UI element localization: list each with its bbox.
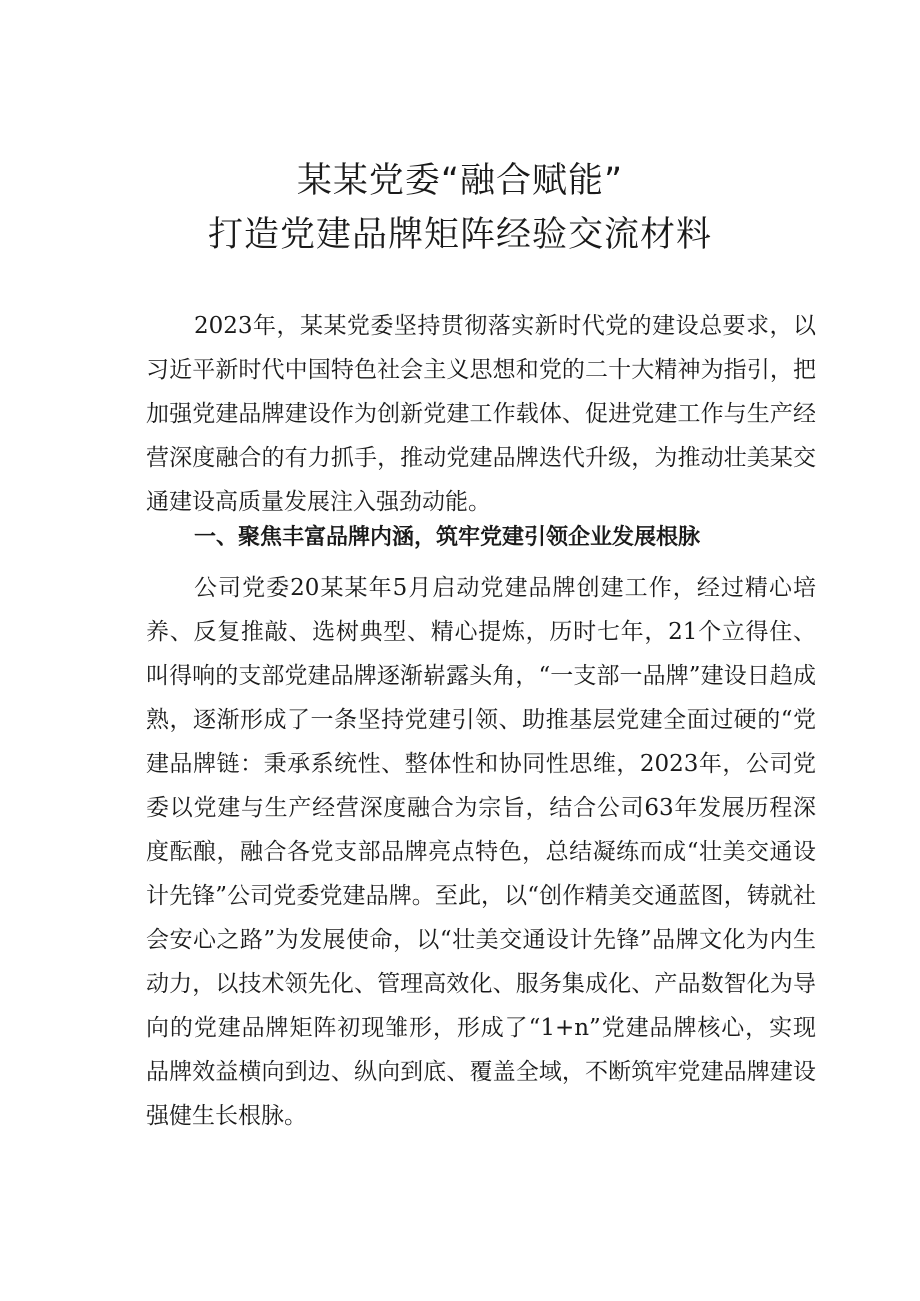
document-title-line-1: 某某党委“融合赋能” xyxy=(296,161,624,201)
document-title-line-2: 打造党建品牌矩阵经验交流材料 xyxy=(207,215,712,255)
section-1-heading: 一、聚焦丰富品牌内涵，筑牢党建引领企业发展根脉 xyxy=(194,525,701,550)
section-1-paragraph: 公司党委20某某年5月启动党建品牌创建工作，经过精心培养、反复推敲、选树典型、精心提炼，历时七年，21个立得住、叫得响的支部党建品牌逐渐崭露头角，“一支部一品牌”建设日趋成熟，逐渐形成了一条坚持党建引领、助推基层党建全面过硬的“党建品牌链：秉承系统性、整体性和协同性思维，2023年，公司党委以党建与生产经营深度融合为宗旨，结合公司63年发展历程深度酝酿，融合各党支部品牌亮点特色，总结凝练而成“壮美交通设计先锋”公司党委党建品牌。至此，以“创作精美交通蓝图，铸就社会安心之路”为发展使命，以“壮美交通设计先锋”品牌文化为内生动力，以技术领先化、管理高效化、服务集成化、产品数智化为导向的党建品牌矩阵初现雏形，形成了“1+n”党建品牌核心，实现品牌效益横向到边、纵向到底、覆盖全域，不断筑牢党建品牌建设强健生长根脉。 xyxy=(146,575,816,1129)
intro-paragraph: 2023年，某某党委坚持贯彻落实新时代党的建设总要求，以习近平新时代中国特色社会主义思想和党的二十大精神为指引，把加强党建品牌建设作为创新党建工作载体、促进党建工作与生产经营深度融合的有力抓手，推动党建品牌迭代升级，为推动壮美某交通建设高质量发展注入强劲动能。 xyxy=(146,313,816,515)
